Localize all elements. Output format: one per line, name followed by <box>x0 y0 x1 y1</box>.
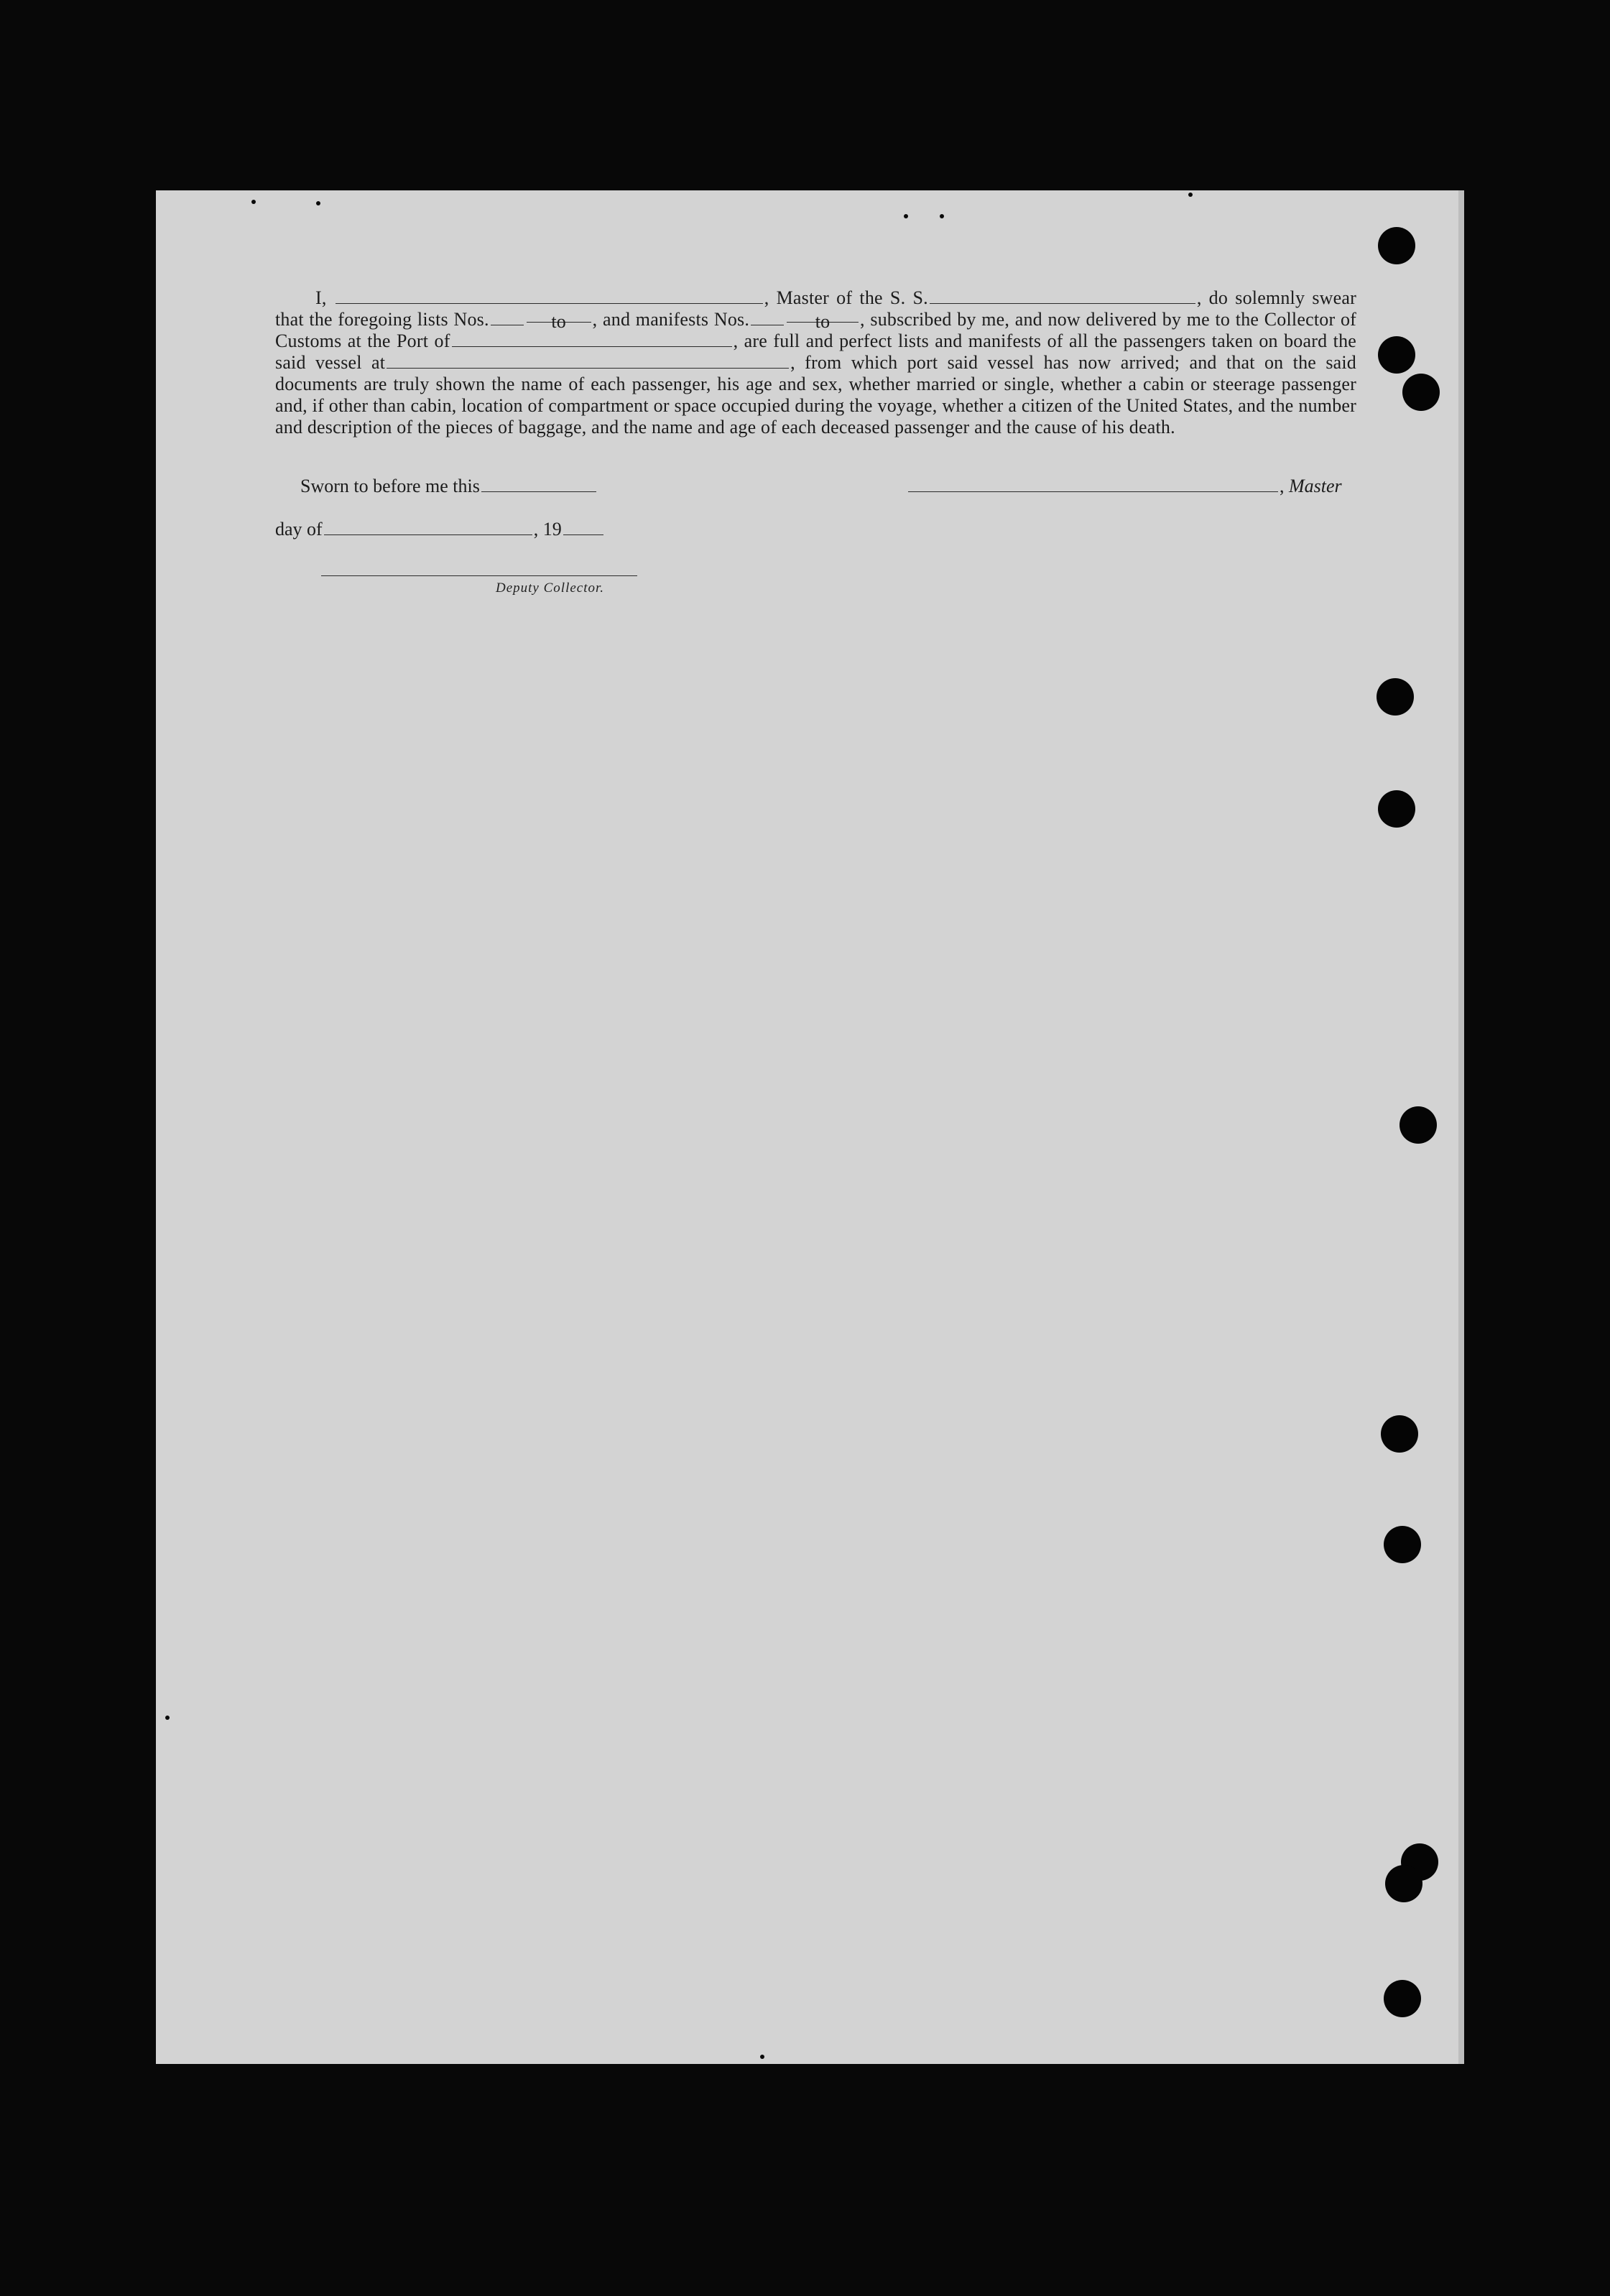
oath-text: I, <box>315 287 327 308</box>
speck <box>316 201 320 205</box>
sworn-line: Sworn to before me this <box>300 476 598 497</box>
master-label: Master <box>1289 476 1342 496</box>
punch-hole <box>1381 1415 1418 1453</box>
deputy-collector-label: Deputy Collector. <box>496 580 605 596</box>
sworn-day-blank <box>481 478 596 492</box>
manifest-to-blank: to <box>787 309 859 323</box>
punch-hole <box>1402 374 1440 411</box>
oath-text: , and manifests Nos. <box>592 309 750 330</box>
punch-hole <box>1378 790 1415 828</box>
document-sheet <box>156 190 1463 2064</box>
master-name-blank <box>336 290 763 304</box>
punch-hole <box>1378 336 1415 374</box>
list-to-blank: to <box>527 309 591 323</box>
master-signature-blank <box>908 478 1278 492</box>
oath-text: manifests of all the passengers taken on board the said vessel at <box>275 330 1357 373</box>
list-from-blank <box>491 312 524 325</box>
oath-text: , Master of the S. S. <box>764 287 928 308</box>
punch-hole <box>1400 1106 1437 1144</box>
punch-hole <box>1385 1865 1422 1902</box>
master-signature-line: , Master <box>907 476 1342 497</box>
speck <box>251 200 256 204</box>
month-blank <box>324 522 532 535</box>
port-blank <box>452 333 732 347</box>
speck <box>165 1716 170 1720</box>
punch-hole <box>1378 227 1415 264</box>
speck <box>760 2055 764 2059</box>
oath-text: , do solemnly <box>1196 287 1305 308</box>
ship-name-blank <box>930 290 1195 304</box>
oath-text: delivered by me to the Collector of Customs at the Port of <box>275 309 1357 351</box>
departure-port-blank <box>387 355 789 369</box>
oath-text: , from which <box>790 352 898 373</box>
punch-hole <box>1384 1526 1421 1563</box>
oath-text: port said vessel has now arrived; and that on the said documents are truly shown the name of each passenger, his age and sex, whether married or single, whether a cabin or steerage passenger and, if other than cabin, location of compartment or space occupied during the voyage, whether a citizen of the United States, and the number and description of the pieces of baggage, and the name and age of each deceased passenger and the cause of his death. <box>275 352 1356 438</box>
punch-hole <box>1384 1980 1421 2017</box>
deputy-signature-line <box>321 575 637 576</box>
day-of-line: day of , 19 <box>275 519 605 540</box>
oath-text: swear that the foregoing lists Nos. <box>275 287 1356 330</box>
manifest-from-blank <box>751 312 784 325</box>
speck <box>940 214 944 218</box>
speck <box>904 214 908 218</box>
punch-hole <box>1377 678 1414 716</box>
speck <box>1188 193 1193 197</box>
oath-paragraph <box>275 287 1356 438</box>
oath-text: , are full and perfect lists and <box>733 330 963 351</box>
oath-text: , subscribed by me, and now <box>860 309 1081 330</box>
year-blank <box>563 522 603 535</box>
sheet-edge <box>1458 190 1464 2064</box>
